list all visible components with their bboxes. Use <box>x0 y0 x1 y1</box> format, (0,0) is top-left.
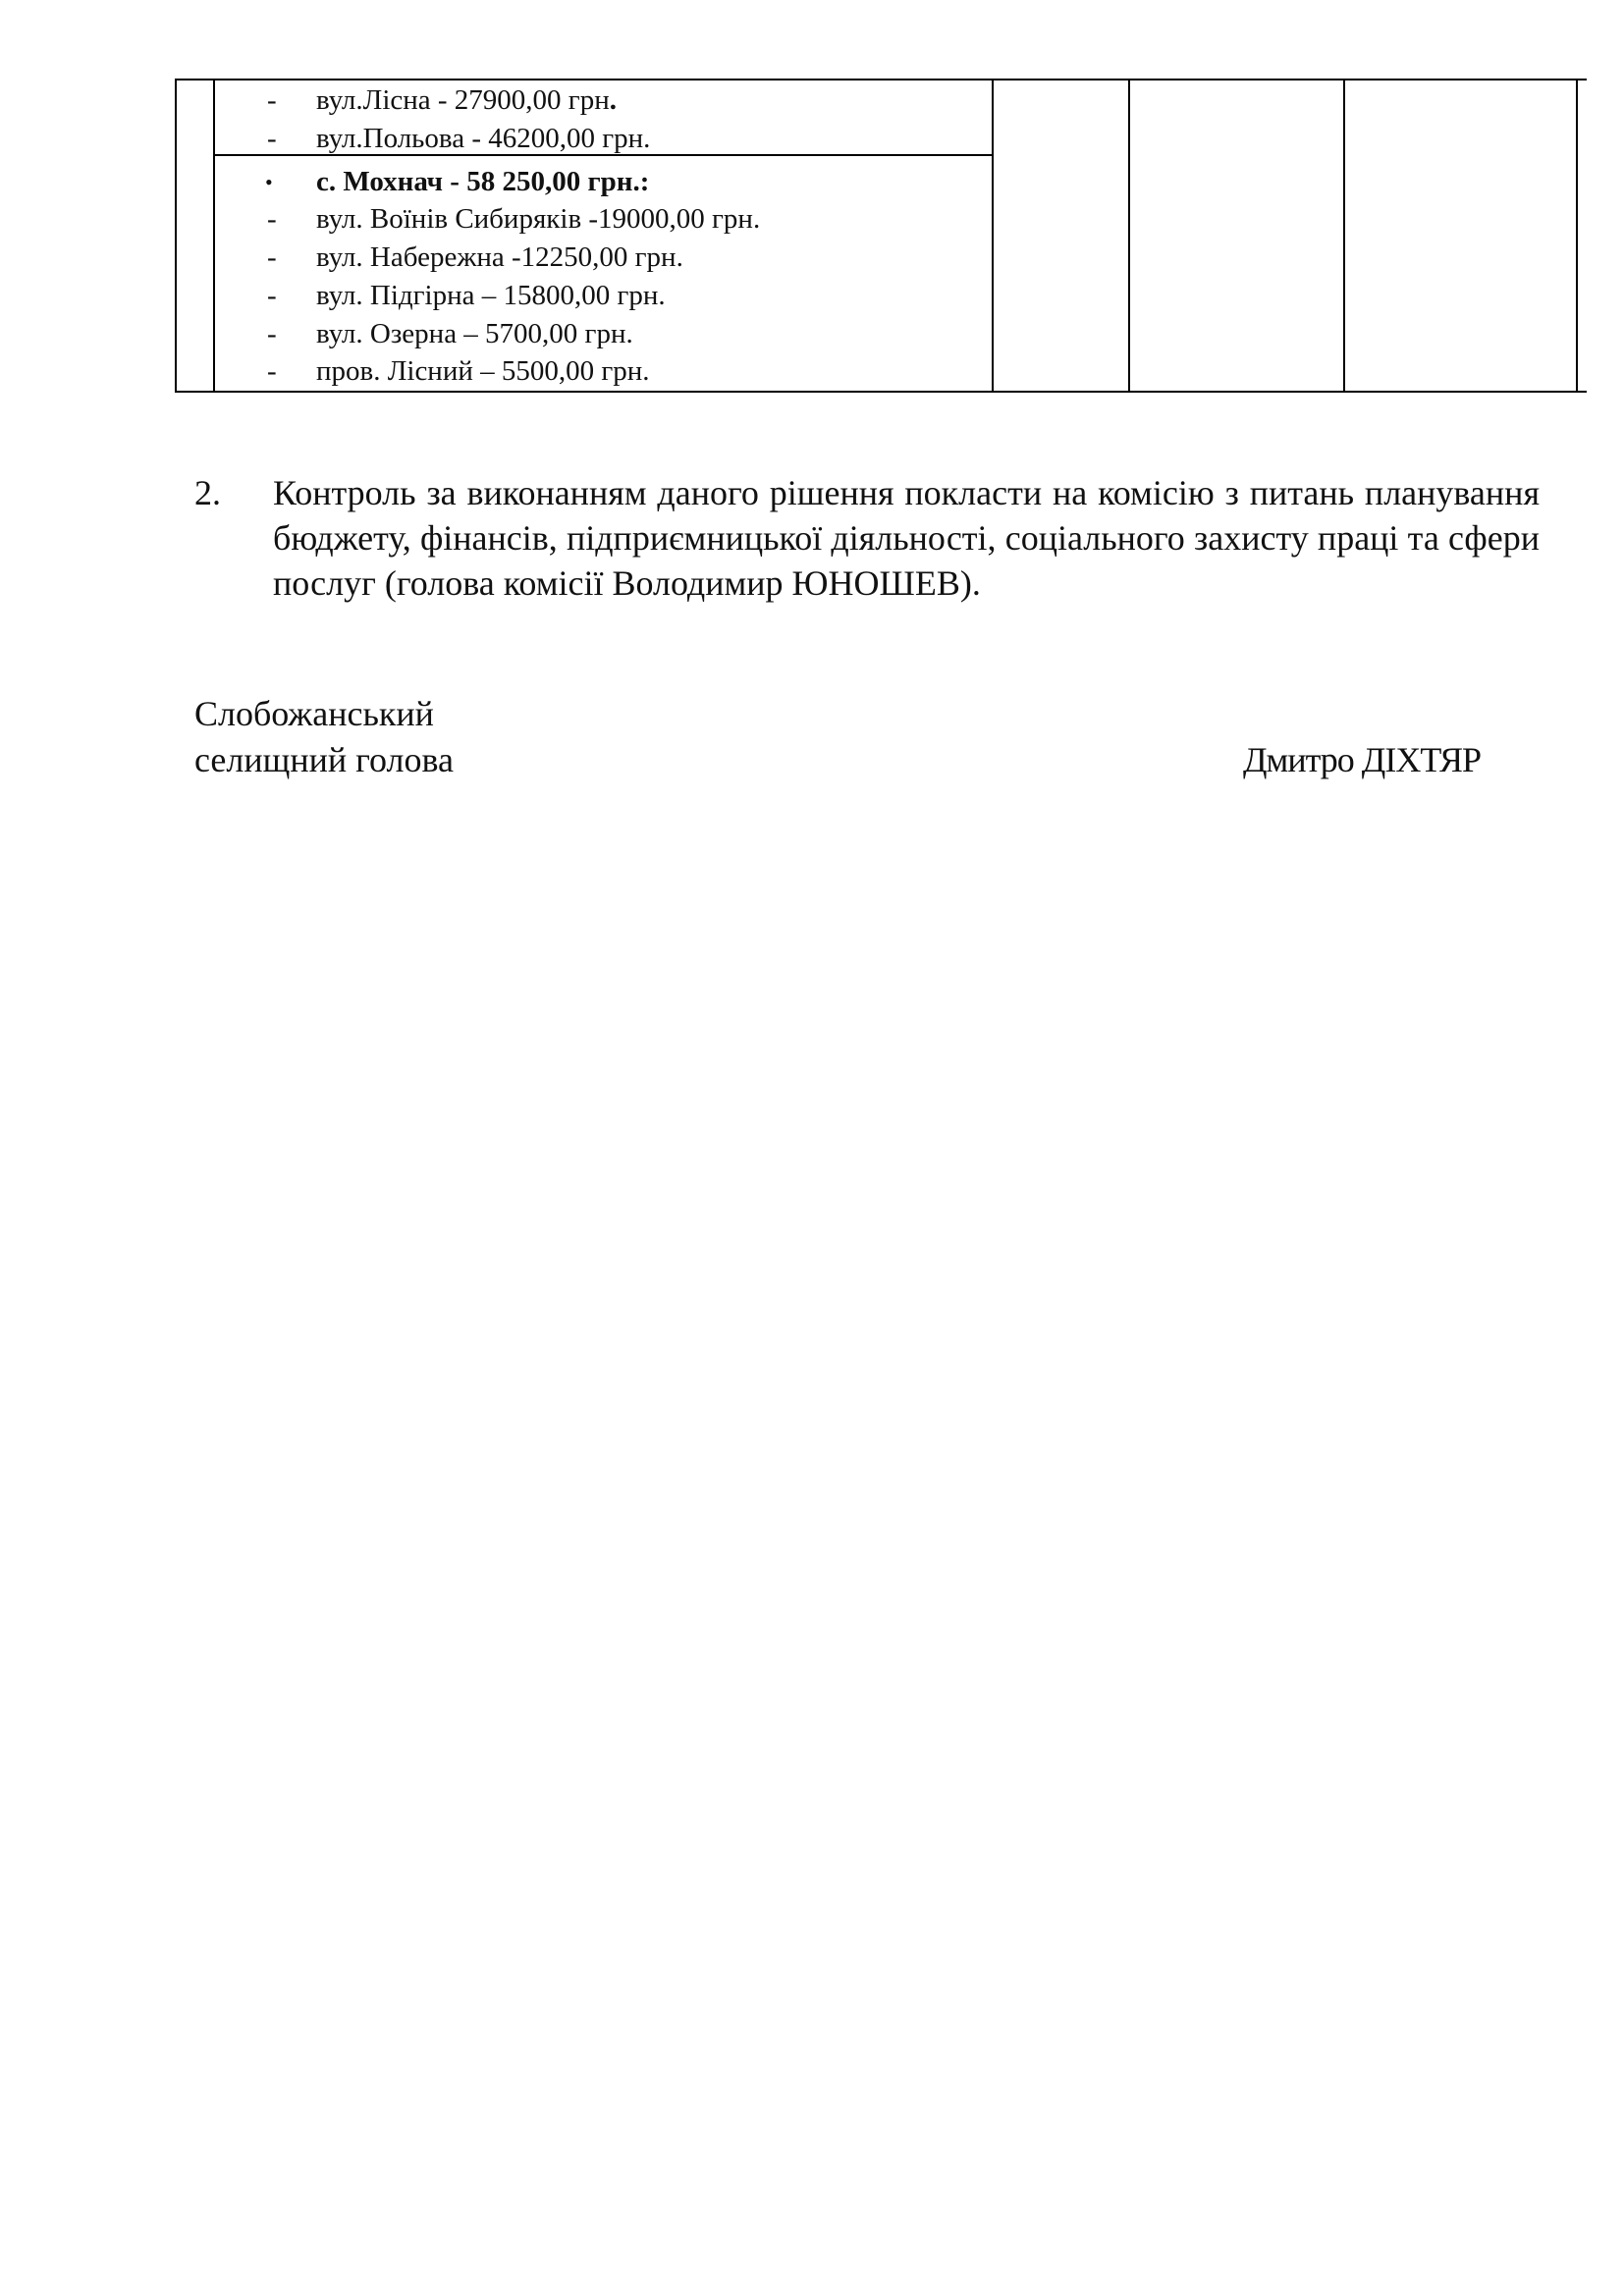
paragraph-text: Контроль за виконанням даного рішення покласти на комісію з питань планування бюджету, фінансів, підприємницької діяльності, соціального захисту праці та сфери послуг (голова комісії Володимир ЮНОШЕВ). <box>273 473 1540 603</box>
table-column-divider-2 <box>992 79 994 393</box>
table-border-bottom <box>175 391 1587 393</box>
table-column-divider-3 <box>1128 79 1130 393</box>
bullet-marker: • <box>265 170 273 194</box>
list-item-text: вул. Набережна -12250,00 грн. <box>316 241 683 273</box>
list-item <box>0 352 982 391</box>
list-item <box>0 277 982 315</box>
dash-marker: - <box>267 318 277 349</box>
signature-title-line2: селищний голова <box>194 740 455 779</box>
dash-marker: - <box>267 203 277 235</box>
village-heading <box>0 163 982 201</box>
signature-title-line1: Слобожанський <box>194 694 434 733</box>
table-border-top <box>175 79 1587 80</box>
list-item <box>0 315 982 353</box>
list-item-text: вул. Озерна – 5700,00 грн. <box>316 318 633 349</box>
list-item <box>0 239 982 277</box>
dash-marker: - <box>267 241 277 273</box>
signature-name: Дмитро ДІХТЯР <box>1243 740 1481 779</box>
list-item <box>0 120 982 158</box>
dash-marker: - <box>267 123 277 154</box>
village-heading-text: с. Мохнач - 58 250,00 грн.: <box>316 166 650 197</box>
list-item <box>0 200 982 239</box>
dash-marker: - <box>267 84 277 116</box>
list-item-text: вул. Підгірна – 15800,00 грн. <box>316 280 666 311</box>
table-border-right <box>1576 79 1578 393</box>
list-item-text: пров. Лісний – 5500,00 грн. <box>316 355 650 387</box>
list-item-text: вул.Лісна - 27900,00 грн <box>316 84 610 116</box>
paragraph-number: 2. <box>194 473 221 512</box>
list-item-suffix: . <box>609 84 617 116</box>
dash-marker: - <box>267 355 277 387</box>
list-item-text: вул. Воїнів Сибиряків -19000,00 грн. <box>316 203 761 235</box>
list-item-text: вул.Польова - 46200,00 грн. <box>316 123 651 154</box>
table-column-divider-4 <box>1343 79 1345 393</box>
dash-marker: - <box>267 280 277 311</box>
list-item <box>0 81 982 120</box>
